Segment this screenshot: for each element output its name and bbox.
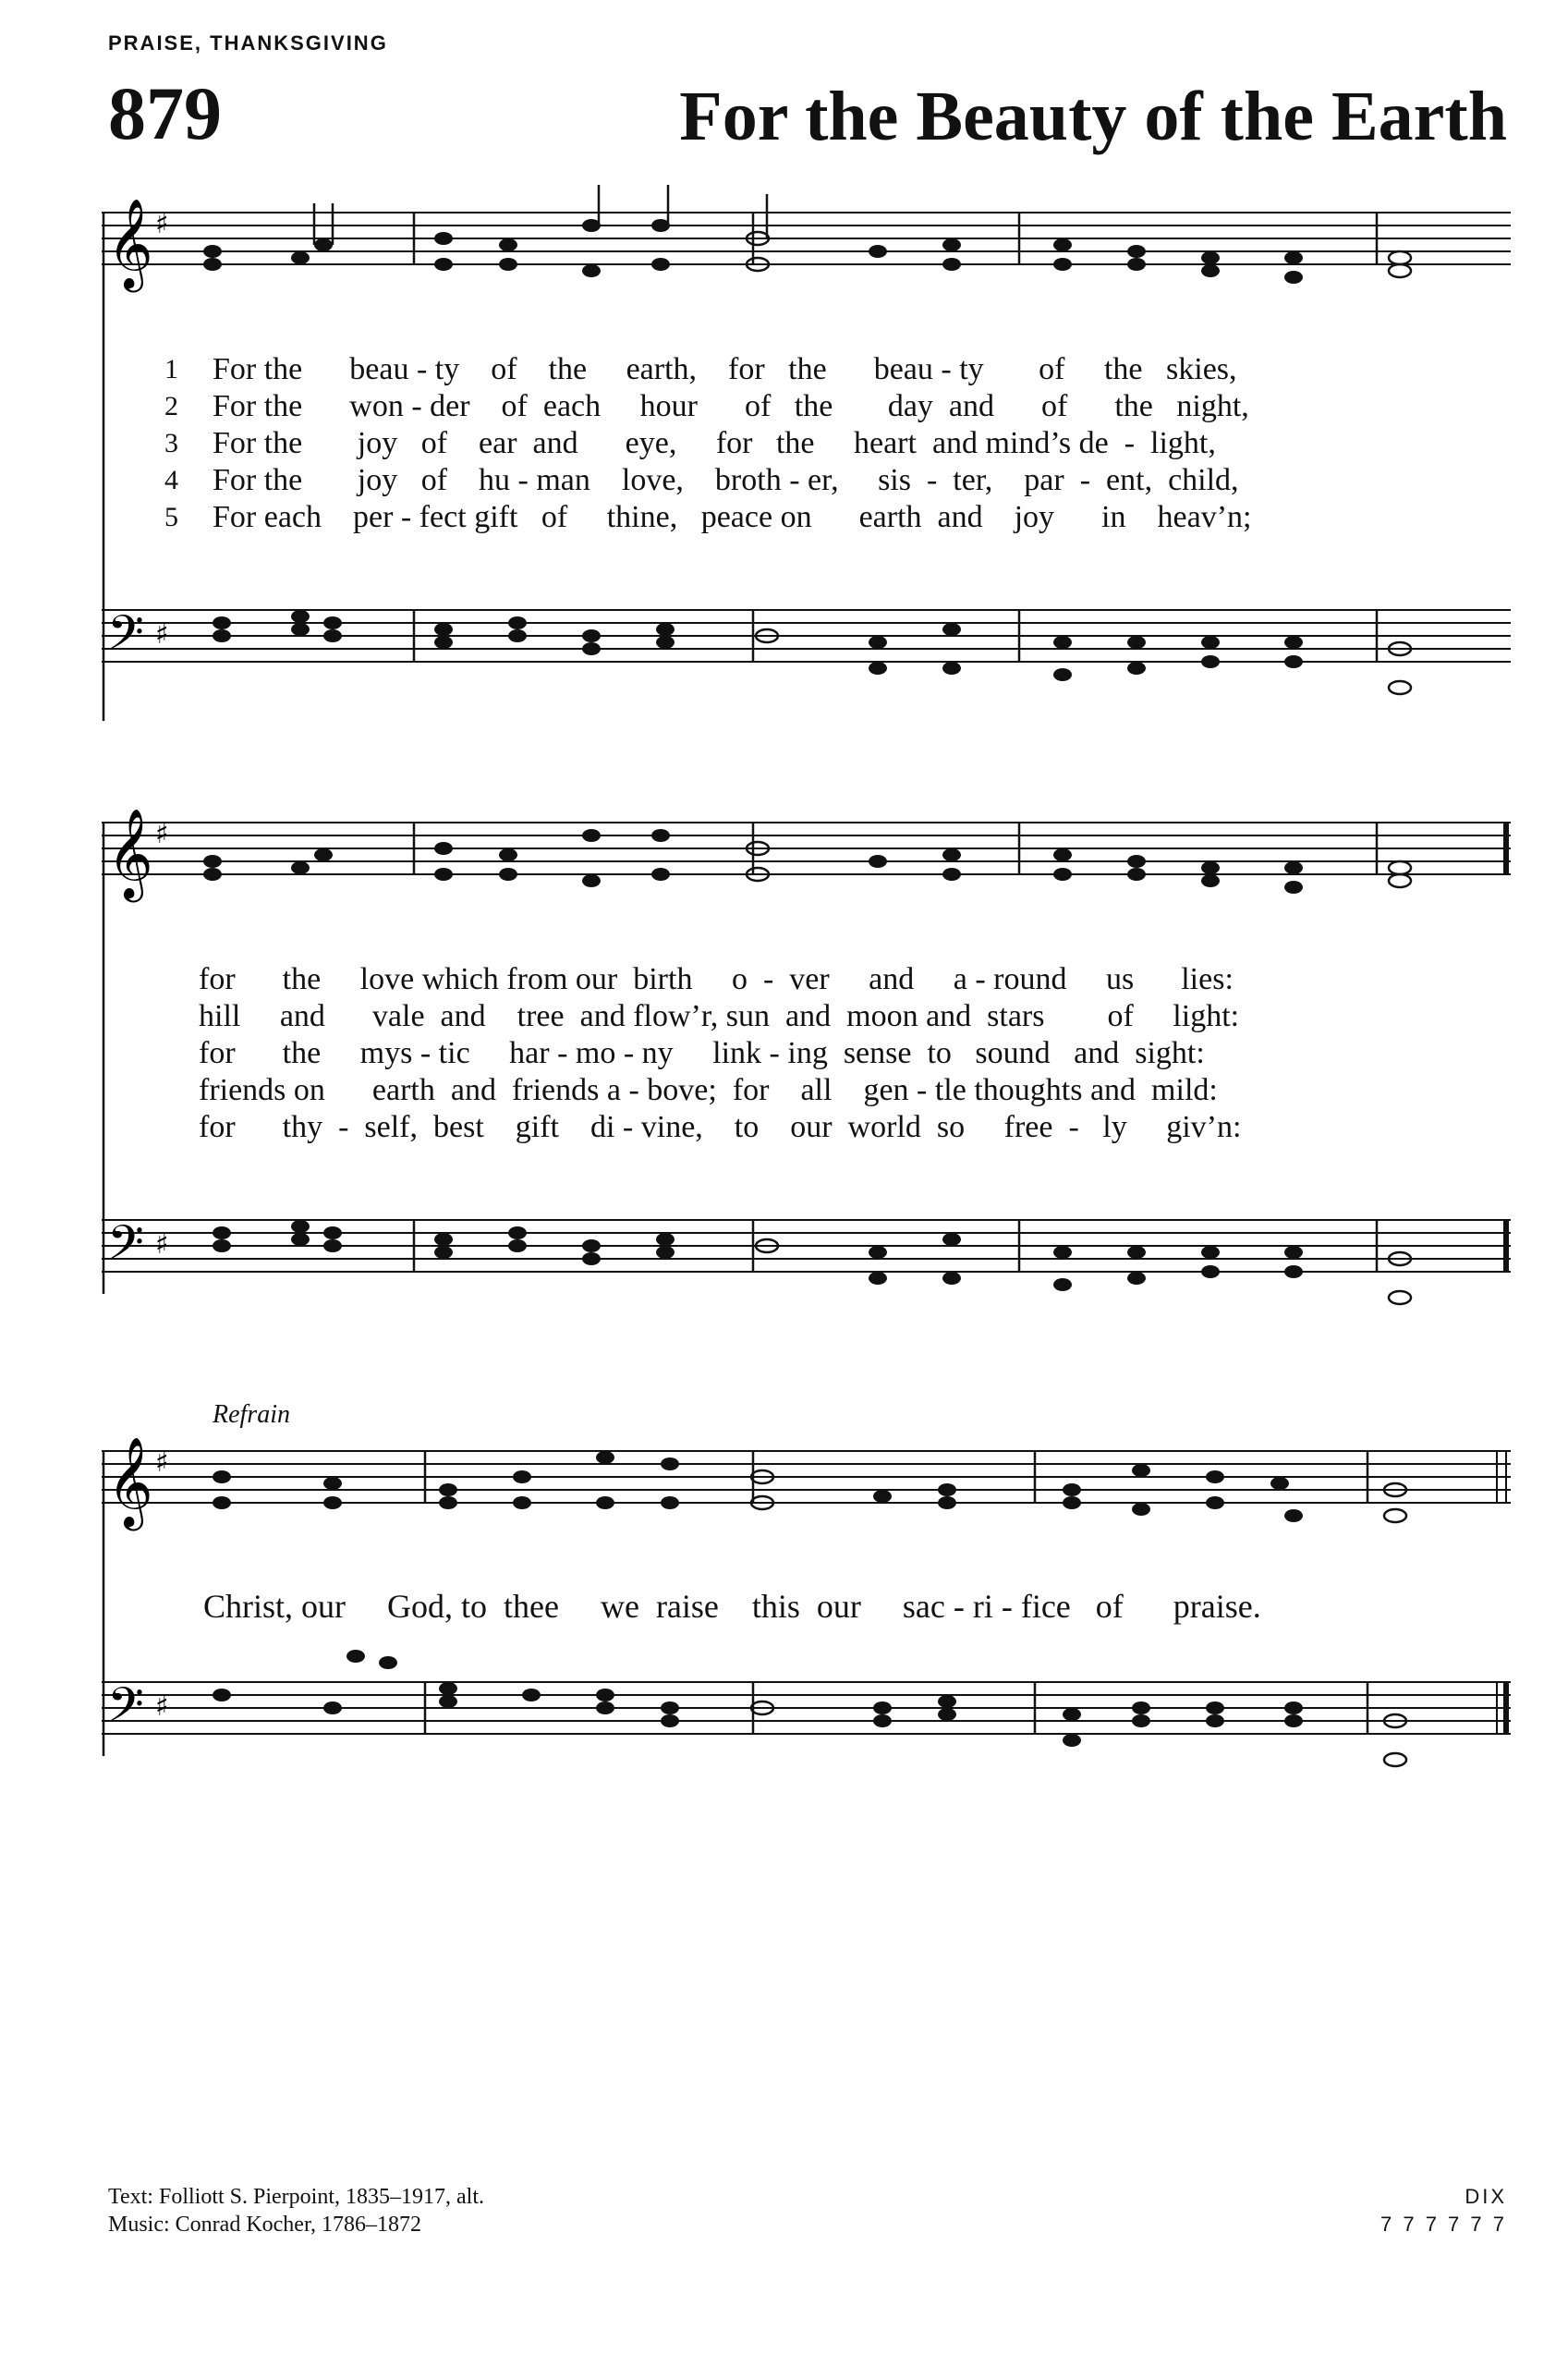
refrain-label: Refrain <box>213 1400 290 1429</box>
category-heading: PRAISE, THANKSGIVING <box>108 31 388 55</box>
bass-clef-icon: 𝄢 <box>107 604 144 672</box>
refrain-lyric-line: Christ, our God, to thee we raise this our sac - ri - fice of praise. <box>203 1588 1261 1625</box>
treble-staff-refrain <box>102 1423 1511 1534</box>
svg-text:♯: ♯ <box>155 1446 169 1479</box>
hymn-number: 879 <box>108 71 222 155</box>
music-credit: Music: Conrad Kocher, 1786–1872 <box>108 2213 421 2237</box>
credits <box>108 2183 484 2238</box>
treble-clef-icon: 𝄞 <box>107 198 153 288</box>
bass-staff-2 <box>102 1192 1511 1312</box>
lyric-line-verse-2: hill and vale and tree and flow’r, sun and moon and stars of light: <box>199 999 1240 1033</box>
text-credit: Text: Folliott S. Pierpoint, 1835–1917, alt. <box>108 2185 484 2209</box>
treble-clef-icon: 𝄞 <box>107 808 153 898</box>
lyric-line-verse-3: For the joy of ear and eye, for the heart and mind’s de - light, <box>213 426 1216 460</box>
lyric-line-verse-1: for the love which from our birth o - ver and a - round us lies: <box>199 962 1234 996</box>
meter: 7 7 7 7 7 7 <box>1380 2213 1507 2236</box>
bass-staff-1 <box>102 582 1511 702</box>
hymn-title: For the Beauty of the Earth <box>679 78 1507 155</box>
lyric-line-verse-3: for the mys - tic har - mo - ny link - ing sense to sound and sight: <box>199 1036 1205 1070</box>
svg-text:♯: ♯ <box>155 1228 169 1261</box>
svg-text:♯: ♯ <box>155 618 169 651</box>
lyric-line-verse-5: For each per - fect gift of thine, peace on earth and joy in heav’n; <box>213 500 1252 534</box>
tune-info <box>1380 2183 1507 2238</box>
svg-text:♯: ♯ <box>155 818 169 850</box>
lyric-line-verse-4: For the joy of hu - man love, broth - er, sis - ter, par - ent, child, <box>213 463 1239 497</box>
svg-text:♯: ♯ <box>155 208 169 240</box>
verse-number-2: 2 <box>164 391 178 421</box>
bass-clef-icon: 𝄢 <box>107 1677 144 1744</box>
verse-number-4: 4 <box>164 465 178 495</box>
treble-staff-1 <box>102 185 1511 296</box>
treble-clef-icon: 𝄞 <box>107 1436 153 1527</box>
svg-text:♯: ♯ <box>155 1690 169 1723</box>
lyric-line-verse-5: for thy - self, best gift di - vine, to our world so free - ly giv’n: <box>199 1110 1242 1144</box>
lyric-line-verse-1: For the beau - ty of the earth, for the beau - ty of the skies, <box>213 352 1237 386</box>
verse-number-5: 5 <box>164 502 178 532</box>
lyric-line-verse-2: For the won - der of each hour of the day and of the night, <box>213 389 1249 423</box>
lyric-line-verse-4: friends on earth and friends a - bove; for all gen - tle thoughts and mild: <box>199 1073 1218 1107</box>
verse-number-3: 3 <box>164 428 178 458</box>
bass-staff-refrain <box>102 1654 1511 1774</box>
verse-number-1: 1 <box>164 354 178 384</box>
tune-name: DIX <box>1465 2185 1507 2208</box>
treble-staff-2 <box>102 795 1511 906</box>
bass-clef-icon: 𝄢 <box>107 1214 144 1282</box>
